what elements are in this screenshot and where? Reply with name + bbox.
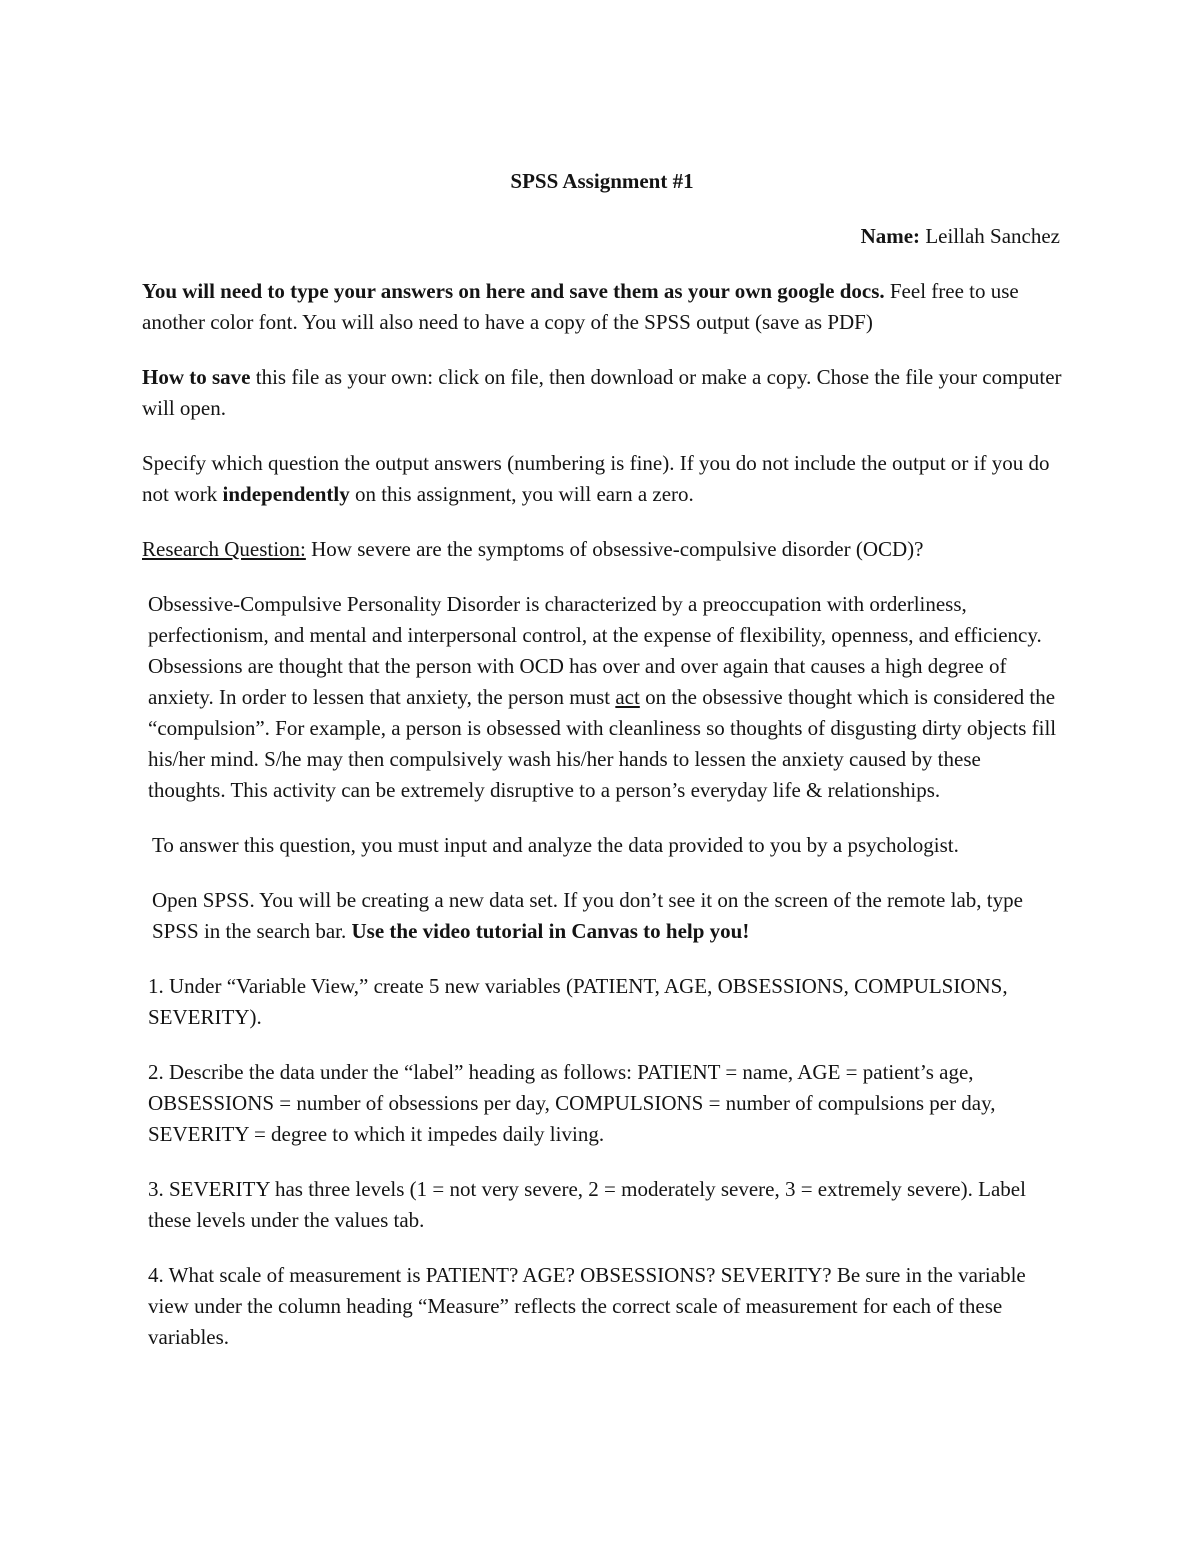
how-to-save-text: this file as your own: click on file, then download or make a copy. Chose the file your computer will open. [142, 365, 1062, 420]
specify-bold: independently [222, 482, 350, 506]
list-item-3: 3. SEVERITY has three levels (1 = not very severe, 2 = moderately severe, 3 = extremely severe). Label these levels under the values tab. [148, 1177, 1026, 1232]
research-question-label: Research Question: [142, 537, 306, 561]
ocd-description-end: on the obsessive thought which is considered the “compulsion”. For example, a person is obsessed with cleanliness so thoughts of disgusting dirty objects fill his/her mind. S/he may then compulsively wash his/her hands to lessen the anxiety caused by these thoughts. This activity can be extremely disruptive to a person’s everyday life & relationships. [148, 685, 1057, 802]
ocd-description-act: act [615, 685, 640, 709]
how-to-save-bold: How to save [142, 365, 251, 389]
name-line [142, 221, 1062, 252]
list-item-1: 1. Under “Variable View,” create 5 new variables (PATIENT, AGE, OBSESSIONS, COMPULSIONS, SEVERITY). [148, 974, 1008, 1029]
instructions-paragraph [142, 276, 1062, 338]
how-to-save-paragraph [142, 362, 1062, 424]
document-title: SPSS Assignment #1 [510, 169, 694, 193]
answer-question-paragraph: To answer this question, you must input and analyze the data provided to you by a psychologist. [152, 833, 959, 857]
document-page [142, 166, 1062, 1377]
ocd-description-paragraph [142, 589, 1062, 806]
instructions-bold: You will need to type your answers on here and save them as your own google docs. [142, 279, 885, 303]
specify-text-start: Specify which question the output answers (numbering is fine). If you do not include the output or if you do not work [142, 451, 1050, 506]
specify-paragraph [142, 448, 1062, 510]
ocd-description-start: Obsessive-Compulsive Personality Disorder is characterized by a preoccupation with orderliness, perfectionism, and mental and interpersonal control, at the expense of flexibility, openness, and efficiency. Obsessions are thought that the person with OCD has over and over again that causes a high degree of anxiety. In order to lessen that anxiety, the person must [148, 592, 1042, 709]
research-question [142, 534, 1062, 565]
specify-text-end: on this assignment, you will earn a zero. [349, 482, 694, 506]
open-spss-paragraph [142, 885, 1062, 947]
research-question-text: How severe are the symptoms of obsessive-compulsive disorder (OCD)? [305, 537, 924, 561]
open-spss-bold: Use the video tutorial in Canvas to help you! [351, 919, 750, 943]
list-item-2: 2. Describe the data under the “label” heading as follows: PATIENT = name, AGE = patient’s age, OBSESSIONS = number of obsessions per day, COMPULSIONS = number of compulsions per day, SEVERITY = degree to which it impedes daily living. [148, 1060, 996, 1146]
name-label: Name: [860, 224, 921, 248]
list-item-4: 4. What scale of measurement is PATIENT? AGE? OBSESSIONS? SEVERITY? Be sure in the variable view under the column heading “Measure” reflects the correct scale of measurement for each of these variables. [148, 1263, 1026, 1349]
name-value: Leillah Sanchez [920, 224, 1060, 248]
open-spss-text: Open SPSS. You will be creating a new data set. If you don’t see it on the screen of the remote lab, type SPSS in the search bar. [152, 888, 1023, 943]
instructions-text: Feel free to use another color font. You will also need to have a copy of the SPSS output (save as PDF) [142, 279, 1019, 334]
